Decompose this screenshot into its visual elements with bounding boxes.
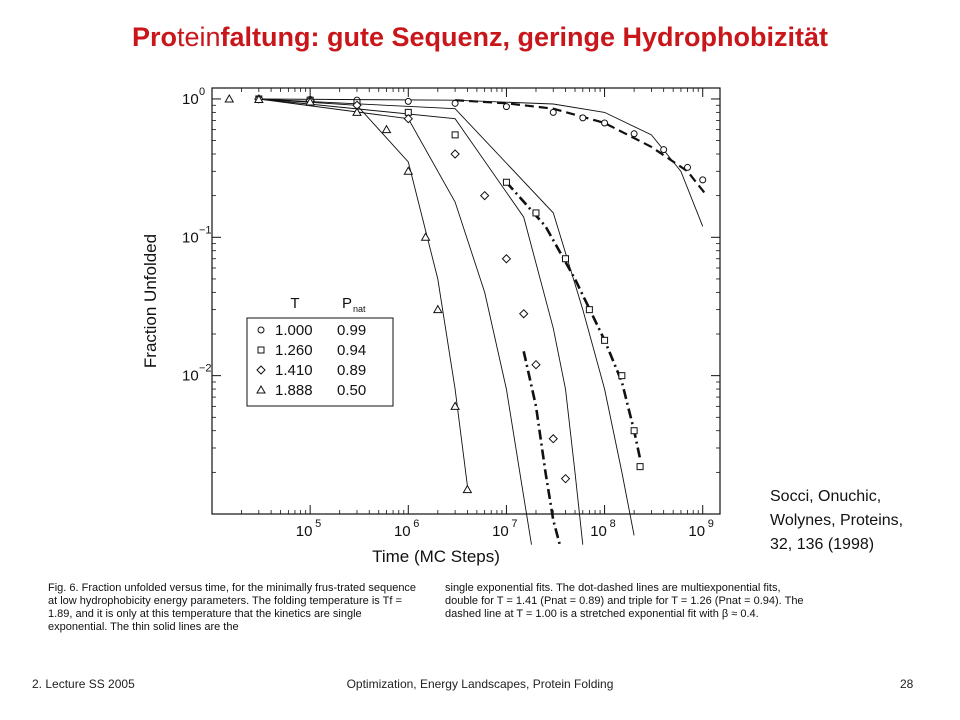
x-tick-exponent: 7 xyxy=(511,518,518,530)
citation-line: 32, 136 (1998) xyxy=(770,536,875,553)
circle-data-point xyxy=(700,177,706,183)
slide-title xyxy=(0,22,960,53)
triangle-data-point xyxy=(451,402,459,409)
diamond-data-point xyxy=(404,115,412,123)
y-tick-exponent: −2 xyxy=(199,362,212,375)
diamond-data-point xyxy=(520,310,528,318)
circle-data-point xyxy=(452,100,458,106)
y-tick-label: 10 xyxy=(182,367,199,385)
fit-line-dashed xyxy=(455,100,707,196)
fit-line-dotdash xyxy=(524,351,560,544)
citation xyxy=(770,485,903,557)
legend-header-p: P xyxy=(342,295,353,312)
x-tick-label: 10 xyxy=(590,523,607,540)
legend-header-p-sub: nat xyxy=(353,304,366,314)
triangle-data-point xyxy=(225,95,233,102)
triangle-data-point xyxy=(422,233,430,240)
legend-pnat: 0.94 xyxy=(337,342,367,359)
fit-line-thin xyxy=(259,99,468,486)
fit-line-thin xyxy=(259,99,634,535)
circle-data-point xyxy=(580,115,586,121)
circle-data-point xyxy=(550,109,556,115)
diamond-data-point xyxy=(451,150,459,158)
y-axis-label: Fraction Unfolded xyxy=(141,233,160,369)
figure-caption-left: Fig. 6. Fraction unfolded versus time, for the minimally frus-trated sequence at low hydrophobicity energy parameters. The folding temperature is Tf = 1.89, and it is only at this temperature that the kinetics are single exponential. The thin solid lines are the xyxy=(48,582,417,633)
footer-lecture: 2. Lecture SS 2005 xyxy=(32,677,135,691)
square-data-point xyxy=(619,373,625,379)
triangle-data-point xyxy=(383,126,391,133)
legend-temperature: 1.410 xyxy=(275,362,313,379)
legend-temperature: 1.000 xyxy=(275,322,313,339)
circle-data-point xyxy=(661,147,667,153)
figure-caption-right: single exponential fits. The dot-dashed lines are multiexponential fits, double for T = 1.41 (Pnat = 0.89) and triple for T = 1.26 (Pnat = 0.94). The dashed line at T = 1.00 is a stretched exponential fit with β ≈ 0.4. xyxy=(445,582,804,620)
diamond-data-point xyxy=(481,192,489,200)
x-tick-exponent: 9 xyxy=(707,518,714,530)
x-tick-label: 10 xyxy=(688,523,706,540)
square-data-point xyxy=(637,464,643,470)
y-tick-label: 10 xyxy=(182,229,199,247)
title-part-bold: Pro xyxy=(131,22,177,52)
citation-line: Socci, Onuchic, xyxy=(770,488,882,505)
legend-pnat: 0.99 xyxy=(337,322,367,339)
legend-header-t: T xyxy=(290,295,300,312)
square-data-point xyxy=(503,179,509,185)
triangle-data-point xyxy=(404,167,412,174)
x-tick-exponent: 5 xyxy=(315,518,322,530)
diamond-data-point xyxy=(532,361,540,369)
x-tick-exponent: 8 xyxy=(609,518,616,530)
triangle-data-point xyxy=(463,486,471,493)
circle-data-point xyxy=(685,164,691,170)
plot-frame xyxy=(212,88,720,514)
legend-pnat: 0.50 xyxy=(337,382,367,399)
circle-data-point xyxy=(503,104,509,110)
square-data-point xyxy=(533,210,539,216)
footer-title: Optimization, Energy Landscapes, Protein Folding xyxy=(346,677,614,691)
citation-line: Wolynes, Proteins, xyxy=(770,512,904,529)
square-data-point xyxy=(452,132,458,138)
x-tick-label: 10 xyxy=(295,523,313,540)
x-tick-label: 10 xyxy=(393,523,411,540)
title-part-thin: tein xyxy=(176,22,221,52)
legend-temperature: 1.260 xyxy=(275,342,313,359)
diamond-data-point xyxy=(502,255,510,263)
square-data-point xyxy=(563,256,569,262)
diamond-data-point xyxy=(562,475,570,483)
legend-temperature: 1.888 xyxy=(275,382,313,399)
fit-line-thin xyxy=(259,99,703,226)
legend-square-marker xyxy=(258,347,264,353)
x-tick-label: 10 xyxy=(492,523,509,540)
square-data-point xyxy=(631,428,637,434)
square-data-point xyxy=(586,307,592,313)
square-data-point xyxy=(602,337,608,343)
fraction-unfolded-chart xyxy=(130,80,740,570)
y-tick-exponent: 0 xyxy=(199,85,206,98)
legend-box xyxy=(247,318,393,406)
triangle-data-point xyxy=(434,306,442,313)
page-number: 28 xyxy=(900,677,914,691)
title-part-rest: faltung: gute Sequenz, geringe Hydrophobizität xyxy=(220,22,829,52)
diamond-data-point xyxy=(549,435,557,443)
legend-pnat: 0.89 xyxy=(337,362,367,379)
x-tick-exponent: 6 xyxy=(413,518,420,530)
y-tick-label: 10 xyxy=(182,90,199,108)
circle-data-point xyxy=(631,131,637,137)
x-axis-label: Time (MC Steps) xyxy=(372,547,500,566)
circle-data-point xyxy=(405,98,411,104)
legend-circle-marker xyxy=(258,327,264,333)
y-tick-exponent: −1 xyxy=(199,224,212,237)
circle-data-point xyxy=(602,120,608,126)
fit-line-dotdash xyxy=(506,182,640,459)
